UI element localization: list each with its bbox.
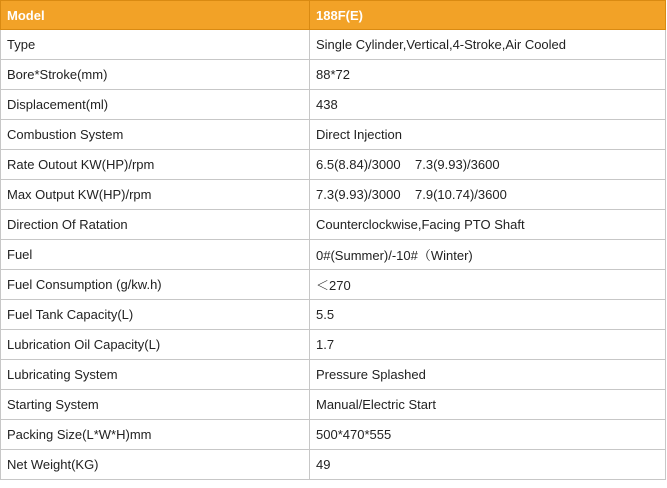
row-label: Net Weight(KG) — [1, 450, 310, 480]
table-row — [1, 180, 666, 210]
table-row — [1, 300, 666, 330]
row-value: Pressure Splashed — [310, 360, 666, 390]
header-row — [1, 1, 666, 30]
row-label: Packing Size(L*W*H)mm — [1, 420, 310, 450]
row-value: Counterclockwise,Facing PTO Shaft — [310, 210, 666, 240]
row-label: Direction Of Ratation — [1, 210, 310, 240]
row-value: 6.5(8.84)/3000 7.3(9.93)/3600 — [310, 150, 666, 180]
row-label: Fuel — [1, 240, 310, 270]
row-value: Manual/Electric Start — [310, 390, 666, 420]
table-row — [1, 30, 666, 60]
table-row — [1, 360, 666, 390]
row-value: 49 — [310, 450, 666, 480]
row-value: 500*470*555 — [310, 420, 666, 450]
row-value: 0#(Summer)/-10#（Winter) — [310, 240, 666, 270]
row-value: 438 — [310, 90, 666, 120]
table-row — [1, 90, 666, 120]
row-value: 5.5 — [310, 300, 666, 330]
table-row — [1, 120, 666, 150]
row-label: Bore*Stroke(mm) — [1, 60, 310, 90]
table-row — [1, 240, 666, 270]
table-row — [1, 150, 666, 180]
row-label: Starting System — [1, 390, 310, 420]
row-label: Lubrication Oil Capacity(L) — [1, 330, 310, 360]
table-row — [1, 270, 666, 300]
table-row — [1, 390, 666, 420]
table-row — [1, 210, 666, 240]
table-row — [1, 420, 666, 450]
row-label: Fuel Consumption (g/kw.h) — [1, 270, 310, 300]
header-label: Model — [1, 1, 310, 30]
row-label: Fuel Tank Capacity(L) — [1, 300, 310, 330]
table-row — [1, 60, 666, 90]
row-value: 7.3(9.93)/3000 7.9(10.74)/3600 — [310, 180, 666, 210]
row-label: Combustion System — [1, 120, 310, 150]
row-value: ＜270 — [310, 270, 666, 300]
row-value: 1.7 — [310, 330, 666, 360]
header-value: 188F(E) — [310, 1, 666, 30]
row-label: Displacement(ml) — [1, 90, 310, 120]
row-label: Type — [1, 30, 310, 60]
table-row — [1, 330, 666, 360]
row-label: Max Output KW(HP)/rpm — [1, 180, 310, 210]
row-value: Direct Injection — [310, 120, 666, 150]
row-value: 88*72 — [310, 60, 666, 90]
row-label: Lubricating System — [1, 360, 310, 390]
table-row — [1, 450, 666, 480]
row-label: Rate Outout KW(HP)/rpm — [1, 150, 310, 180]
row-value: Single Cylinder,Vertical,4-Stroke,Air Cooled — [310, 30, 666, 60]
